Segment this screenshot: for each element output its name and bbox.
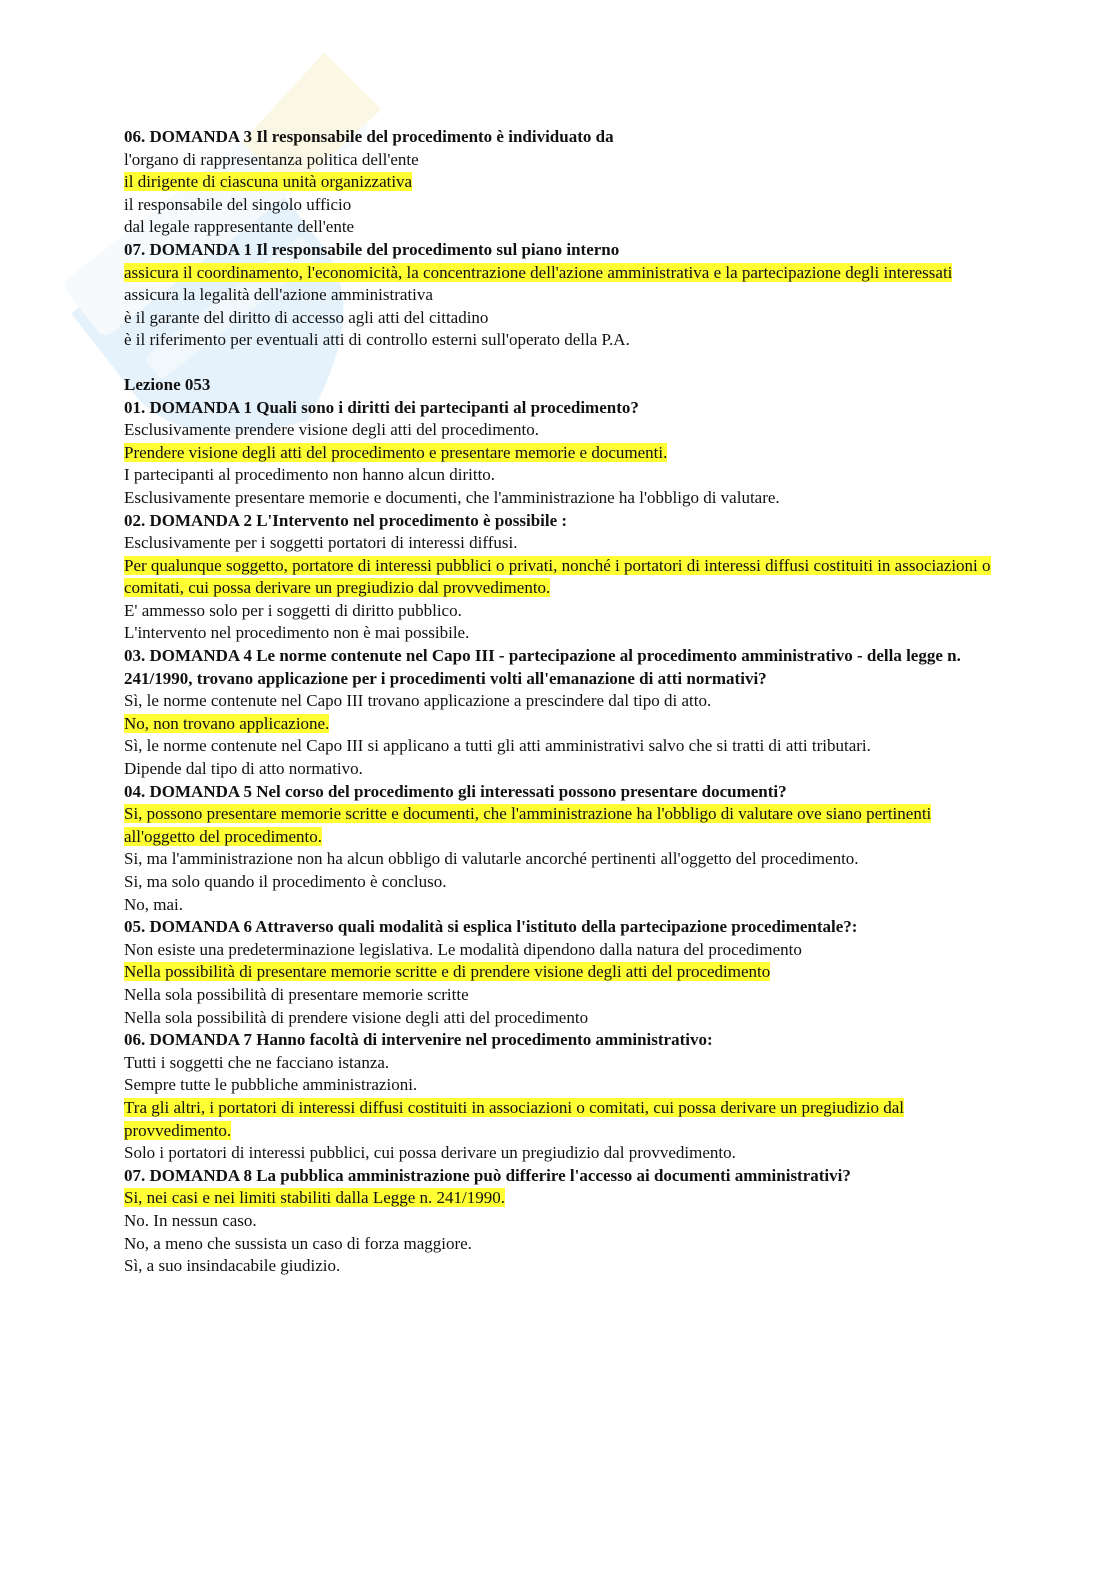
answer-option bbox=[124, 622, 1004, 645]
question-text: 07. DOMANDA 1 Il responsabile del procedimento sul piano interno bbox=[124, 239, 620, 259]
answer-option bbox=[124, 690, 1004, 713]
answer-text: Si, ma l'amministrazione non ha alcun obbligo di valutarle ancorché pertinenti all'oggetto del procedimento. bbox=[124, 849, 859, 869]
answer-option bbox=[124, 216, 1004, 239]
answer-text: Per qualunque soggetto, portatore di interessi pubblici o privati, nonché i portatori di interessi diffusi costituiti in associazioni o comitati, cui possa derivare un pregiudizio dal provvedimento. bbox=[124, 555, 991, 598]
answer-text: Dipende dal tipo di atto normativo. bbox=[124, 759, 363, 779]
answer-option-correct bbox=[124, 555, 1004, 600]
answer-text: L'intervento nel procedimento non è mai possibile. bbox=[124, 623, 470, 643]
answer-option bbox=[124, 464, 1004, 487]
answer-text: assicura il coordinamento, l'economicità, la concentrazione dell'azione amministrativa e la partecipazione degli interessati bbox=[124, 262, 953, 282]
answer-text: E' ammesso solo per i soggetti di diritto pubblico. bbox=[124, 600, 462, 620]
answer-option bbox=[124, 1210, 1004, 1233]
answer-option bbox=[124, 284, 1004, 307]
answer-option bbox=[124, 532, 1004, 555]
answer-text: Sì, a suo insindacabile giudizio. bbox=[124, 1256, 341, 1276]
answer-text: Esclusivamente prendere visione degli atti del procedimento. bbox=[124, 420, 539, 440]
answer-option bbox=[124, 1007, 1004, 1030]
document-body bbox=[124, 126, 1004, 1278]
answer-option bbox=[124, 848, 1004, 871]
answer-text: Prendere visione degli atti del procedimento e presentare memorie e documenti. bbox=[124, 442, 668, 462]
answer-text: il responsabile del singolo ufficio bbox=[124, 194, 352, 214]
question-text: 02. DOMANDA 2 L'Intervento nel procedimento è possibile : bbox=[124, 510, 568, 530]
answer-option bbox=[124, 329, 1004, 352]
answer-option bbox=[124, 894, 1004, 917]
answer-option bbox=[124, 307, 1004, 330]
question-text: 06. DOMANDA 7 Hanno facoltà di intervenire nel procedimento amministrativo: bbox=[124, 1030, 713, 1050]
answer-text: Solo i portatori di interessi pubblici, cui possa derivare un pregiudizio dal provvedimento. bbox=[124, 1143, 736, 1163]
question-text: 03. DOMANDA 4 Le norme contenute nel Capo III - partecipazione al procedimento amministrativo - della legge n. 241/1990, trovano applicazione per i procedimenti volti all'emanazione di atti normativi? bbox=[124, 646, 961, 688]
answer-text: assicura la legalità dell'azione amministrativa bbox=[124, 285, 433, 305]
answer-text: Si, nei casi e nei limiti stabiliti dalla Legge n. 241/1990. bbox=[124, 1188, 506, 1208]
answer-option bbox=[124, 735, 1004, 758]
answer-option-correct bbox=[124, 262, 1004, 285]
answer-option bbox=[124, 600, 1004, 623]
answer-option-correct bbox=[124, 1097, 1004, 1142]
answer-text: è il riferimento per eventuali atti di controllo esterni sull'operato della P.A. bbox=[124, 330, 630, 350]
answer-text: Esclusivamente per i soggetti portatori di interessi diffusi. bbox=[124, 533, 518, 553]
question-text: 04. DOMANDA 5 Nel corso del procedimento gli interessati possono presentare documenti? bbox=[124, 781, 787, 801]
answer-option-correct bbox=[124, 171, 1004, 194]
question-text: 07. DOMANDA 8 La pubblica amministrazione può differire l'accesso ai documenti amministrativi? bbox=[124, 1165, 851, 1185]
answer-text: Si, ma solo quando il procedimento è concluso. bbox=[124, 872, 447, 891]
answer-option bbox=[124, 984, 1004, 1007]
answer-option-correct bbox=[124, 961, 1004, 984]
answer-option bbox=[124, 758, 1004, 781]
answer-option bbox=[124, 419, 1004, 442]
answer-text: Sì, le norme contenute nel Capo III si applicano a tutti gli atti amministrativi salvo che si tratti di atti tributari. bbox=[124, 736, 871, 756]
answer-option bbox=[124, 1233, 1004, 1256]
answer-option bbox=[124, 1052, 1004, 1075]
answer-text: Esclusivamente presentare memorie e documenti, che l'amministrazione ha l'obbligo di valutare. bbox=[124, 487, 780, 507]
answer-text: dal legale rappresentante dell'ente bbox=[124, 217, 355, 237]
answer-option-correct bbox=[124, 803, 1004, 848]
answer-option bbox=[124, 871, 1004, 894]
answer-text: Nella possibilità di presentare memorie scritte e di prendere visione degli atti del procedimento bbox=[124, 962, 771, 982]
answer-option bbox=[124, 487, 1004, 510]
answer-text: Si, possono presentare memorie scritte e documenti, che l'amministrazione ha l'obbligo di valutare ove siano pertinenti all'oggetto del procedimento. bbox=[124, 804, 932, 846]
answer-text: Sì, le norme contenute nel Capo III trovano applicazione a prescindere dal tipo di atto. bbox=[124, 691, 712, 711]
answer-text: No, non trovano applicazione. bbox=[124, 713, 330, 733]
answer-option bbox=[124, 939, 1004, 962]
answer-text: No, a meno che sussista un caso di forza maggiore. bbox=[124, 1233, 472, 1253]
answer-option bbox=[124, 1255, 1004, 1278]
answer-text: Nella sola possibilità di presentare memorie scritte bbox=[124, 984, 469, 1004]
answer-option-correct bbox=[124, 713, 1004, 736]
answer-option bbox=[124, 1074, 1004, 1097]
answer-text: Tutti i soggetti che ne facciano istanza. bbox=[124, 1052, 390, 1072]
answer-text: No, mai. bbox=[124, 894, 184, 914]
answer-text: Non esiste una predeterminazione legislativa. Le modalità dipendono dalla natura del procedimento bbox=[124, 939, 802, 959]
answer-option bbox=[124, 1142, 1004, 1165]
lesson-heading: Lezione 053 bbox=[124, 374, 211, 394]
answer-text: l'organo di rappresentanza politica dell'ente bbox=[124, 149, 419, 169]
question-text: 01. DOMANDA 1 Quali sono i diritti dei partecipanti al procedimento? bbox=[124, 397, 639, 417]
answer-option bbox=[124, 149, 1004, 172]
answer-text: I partecipanti al procedimento non hanno alcun diritto. bbox=[124, 465, 496, 485]
answer-option bbox=[124, 194, 1004, 217]
answer-text: Tra gli altri, i portatori di interessi diffusi costituiti in associazioni o comitati, cui possa derivare un pregiudizio dal provvedimento. bbox=[124, 1097, 904, 1140]
answer-text: il dirigente di ciascuna unità organizzativa bbox=[124, 172, 413, 192]
answer-text: è il garante del diritto di accesso agli atti del cittadino bbox=[124, 307, 489, 327]
question-text: 05. DOMANDA 6 Attraverso quali modalità si esplica l'istituto della partecipazione procedimentale?: bbox=[124, 917, 858, 937]
answer-option-correct bbox=[124, 442, 1004, 465]
answer-text: Nella sola possibilità di prendere visione degli atti del procedimento bbox=[124, 1007, 589, 1027]
answer-text: No. In nessun caso. bbox=[124, 1210, 257, 1230]
question-text: 06. DOMANDA 3 Il responsabile del procedimento è individuato da bbox=[124, 127, 614, 146]
answer-text: Sempre tutte le pubbliche amministrazioni. bbox=[124, 1075, 418, 1095]
answer-option-correct bbox=[124, 1187, 1004, 1210]
